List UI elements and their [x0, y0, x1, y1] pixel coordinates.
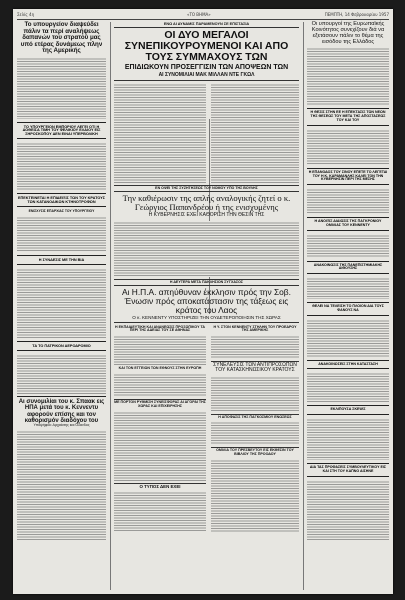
right-lead-headline: Οι υπουργοί της Ευρωπαϊκής Κοινότητος συνεχίζουν διά να εξετάσουν πάλιν το θέμα της εισόδου της Ελλάδος: [311, 21, 385, 45]
right-headline-kennedy: Η ΑΝΟΙΞΙΣ ΔΙΑΙΩΣΙΣ ΤΗΣ ΠΑΓΚΡΟΝΙΟΥ ΟΜΙΛΙΑΣ ΤΟΥ ΚΕΝΝΕΝΤΥ: [307, 217, 389, 231]
right-headline-university: ΑΝΑΚΟΙΝΩΣΙΣ ΤΗΣ ΠΑΝΕΠΙΣΤΗΜΙΑΚΗΣ ΑΙΘΟΥΣΗΣ: [307, 261, 389, 275]
left-headline-livestock: ΕΠΕΚΤΕΙΝΕΤΑΙ Η ΕΠΙΔΕΙΞΙΣ ΤΩΝ ΤΟΥ ΚΡΑΤΟΥΣ ΤΩΝ ΚΑΤΑΝΟΔΙΚΩΝ ΚΤΗΝΟΤΡΟΦΩΝ: [17, 193, 106, 207]
center-sub-d: Η Υ. ΣΤΟΝ ΚΕΝΝΕΝΤΥ ΣΤΗΛΗΝ ΤΟΥ ΠΡΟΕΔΡΟΥ ΤΗΣ ΑΜΕΡΙΚΗΣ: [213, 324, 297, 333]
center-main-tail: ΑΙ ΣΥΝΟΜΙΛΙΑΙ ΜΑΚ ΜΙΛΛΑΝ ΝΤΕ ΓΚΩΛ: [114, 73, 299, 80]
center-kicker-2: ΕΝ ΟΨΕΙ ΤΗΣ ΣΥΖΗΤΗΣΕΩΣ ΤΟΥ ΝΟΜΟΥ ΥΠΟ ΤΗΣ ΒΟΥΛΗΣ: [114, 185, 299, 193]
left-subhead-livestock: ΕΝΙΣΧΥΣΙΣ ΕΠΑΡΧΙΑΣ ΤΟΥ ΥΠΟΥΡΓΕΙΟΥ: [28, 209, 95, 214]
center-main-banner: ΟΙ ΔΥΟ ΜΕΓΑΛΟΙ ΣΥΝΕΠΙΚΟΥΡΟΥΜΕΝΟΙ ΚΑΙ ΑΠΟ ΤΟΥΣ ΣΥΜΜΑΧΟΥΣ ΤΩΝ: [124, 28, 289, 64]
center-usa-subhead: Ο κ. ΚΕΝΝΕΝΤΥ ΥΠΟΣΤΗΡΙΖΕΙ ΤΗΝ ΟΥΔΕΤΕΡΟΠΟΙΗΣΙΝ ΤΗΣ ΧΩΡΑΣ: [114, 316, 299, 323]
center-sub-c: ΜΕ ΠΟΡΤΟΝ ΡΥΘΜΙΣΗ ΣΥΝΕΙΣΦΟΡΑΣ ΑΙ ΑΓΟΡΑΙ ΤΗΣ ΧΩΡΑΣ ΚΑΙ ΕΠΙΧΕΙΡΗΣΗΣ: [114, 399, 206, 408]
right-headline-ship: ΘΕΛΕΙ ΝΑ ΤΕΛΕΙΣΗ ΤΟ ΠΛΟΙΟΝ ΔΙΑ ΤΟΥΣ ΦΑΝΟΥΣ ΝΑ: [307, 302, 389, 316]
center-sub-g: ΟΜΙΛΙΑ ΤΟΥ ΠΡΕΣΒΕΥΤΟΥ ΕΙΣ ΕΚΘΕΣΙΝ ΤΟΥ ΒΙΒΛΙΟΥ ΤΗΣ ΠΡΟΟΔΟΥ: [211, 447, 299, 457]
left-bottom-subhead: Υποψήφιοι: Αρχαίοτης και Όλανδος: [33, 423, 90, 428]
right-headline-eu: Η ΘΕΣΙΣ ΣΤΗΝ ΕΕ Η ΕΠΕΚΤΑΣΙΣ ΤΩΝ ΝΕΩΝ ΤΗΣ ΘΕΣΕΩΣ ΤΟΥ ΜΕΤΑ ΤΗΣ ΑΠΟΣΤΑΣΕΩΣ ΤΟΥ ΚΑΙ ΤΟΥ: [307, 108, 389, 125]
newspaper-page: [13, 9, 393, 594]
center-kicker: ΕΝΩ ΑΙ ΔΥΝΑΜΙΣ ΠΑΡΑΜΕΝΟΥΝ ΣΕ ΕΠΙΣΤΑΣΙΑ: [114, 22, 299, 28]
right-headline-tobacco: ΔΙΑ ΤΑΣ ΠΡΟΦΑΣΕΙΣ ΣΥΜΒΟΥΛΕΥΤΙΚΟΥ ΕΙΣ ΚΑΙ ΣΤΗ ΤΟΥ ΚΑΠΝΟ ΑΙΣΗΝΕ: [307, 463, 389, 477]
center-usa-headline: Αι Η.Π.Α. απηύθυναν έκκλησιν πρός την Σοβ. Ένωσιν πρός αποκατάστασιν της τάξεως εις κράτος του Λαος: [122, 287, 291, 316]
left-headline-oil: ΤΟ ΥΠΟΥΡΓΕΙΟΝ ΕΜΠΟΡΙΟΥ ΛΕΓΕΙ ΟΤΙ Η ΔΟΘΕΙΣΑ ΤΙΜΗ ΤΟΥ ΦΕΛΙΚΙΟΥ ΕΛΑΙΟΥ ΕΙΣ ΣΗΡΟΣΚΟΠΟΥ ΔΕΝ ΕΙΝΑΙ ΥΠΕΡΒΟΛΙΚΗ: [17, 122, 106, 140]
center-sub-h: Ο ΤΥΠΟΣ ΔΕΝ ΕΧΕΙ: [114, 483, 206, 490]
right-headline-announcements: ΑΝΑΚΟΙΝΩΣΕΙΣ ΣΤΗΝ ΚΑΤΑΣΤΑΣΗ: [307, 360, 389, 370]
center-sub-a: Η ΕΚΠΑΙΔΕΥΤΙΚΗ ΚΑΙ ΑΝΑΝΕΩΣΙΣ ΠΡΟΣΩΠΙΚΟΥ ΤΑ ΠΕΡΙ ΤΗΣ ΑΔΕΙΑΣ ΤΟΥ ΣΕ ΑΘΗΝΑΣ: [114, 324, 206, 333]
left-headline-airport: ΤΑ ΤΟ ΠΑΤΡΙΚΟΝ ΑΕΡΟΔΡΟΜΙΟ: [17, 341, 106, 351]
center-sub-b: ΚΑΙ ΤΟΝ ΕΓΓΕΙΩΝ ΤΩΝ ΕΘΝΟΥΣ ΣΤΗΝ ΕΥΡΩΠΗ: [118, 366, 202, 371]
center-main-subbanner: ΕΠΙΔΙΩΚΟΥΝ ΠΡΟΣΕΓΓΙΣΙΝ ΤΩΝ ΑΠΟΨΕΩΝ ΤΩΝ: [124, 64, 289, 72]
masthead: [17, 11, 389, 20]
paper-name: «ΤΟ ΒΗΜΑ»: [187, 12, 211, 17]
left-headline-violence: Η ΣΥΝΔΕΣΙΣ ΜΕ ΤΗΝ ΒΙΑ: [17, 255, 106, 265]
left-bottom-headline: Αι συνομιλίαι του κ. Σπαακ εις ΗΠΑ μετά του κ. Κεννεντυ αφορούν επίσης και τον καθορισμόν διαδόχου του: [17, 396, 106, 424]
center-sub-e: ΣΥΝΕΛΕΥΣΙΣ ΤΩΝ ΑΝΤΙΠΡΟΣΩΠΩΝ ΤΟΥ ΚΑΤΑΣΚΗΝΩΣΙΚΟΥ ΚΡΑΤΟΥΣ: [211, 361, 299, 374]
right-column: [307, 22, 389, 590]
center-papandreou-subhead: Η ΚΥΒΕΡΝΗΣΙΣ ΕΧΕΙ ΚΑΘΟΡΙΣΗ ΤΗΝ ΘΕΣΙΝ ΤΗΣ: [148, 212, 265, 219]
right-headline-karamanlis: Η ΕΠΑΝΟΔΟΣ ΤΟΥ ΣΙΝΟΥ ΕΠΕΤΕ ΤΟ ΛΕΓΕΤΑΙ ΤΟΥ Η Κ. ΚΑΡΑΜΑΝΛΗΣ ΚΑΛΕΙ ΤΟΝ ΤΗΝ ΚΥΒΕΡΝΗΣΙΝ ΠΕΡΙ ΤΗΣ ΜΕΣΗΣ: [307, 168, 389, 185]
center-sub-f: Η ΑΠΟΦΑΣΙΣ ΤΗΣ ΠΑΓΚΟΣΜΙΟΥ ΕΝΩΣΕΩΣ: [211, 414, 299, 420]
issue-date: ΠΕΜΠΤΗ, 14 Φεβρουαρίου 1957: [324, 12, 389, 17]
center-papandreou-headline: Την καθιέρωσιν της απλής αναλογικής ζητεί ο κ. Γεώργιος Παπανδρέου ή της ενισχυμένης: [122, 193, 291, 213]
left-column: [17, 22, 106, 590]
page-number: Σελίς 4η: [17, 12, 35, 17]
center-column: [114, 22, 299, 590]
right-headline-thought: ΕΚΛΙΠΟΥΣΑ ΣΚΕΨΙΣ: [307, 405, 389, 415]
left-lead-headline: Το υπουργείον διαψεύδει πάλιν τα περί αναλήψεως δαπανών του στρατού μας υπό ετέρας δυνάμεως πλην της Αμερικής: [20, 21, 103, 54]
center-kicker-3: Η ΔΕΥΤΕΡΑ ΜΕΤΑ ΠΑΚΛΗΣΙΟΝ ΣΥΓΧΑΣΟΣ: [114, 279, 299, 287]
